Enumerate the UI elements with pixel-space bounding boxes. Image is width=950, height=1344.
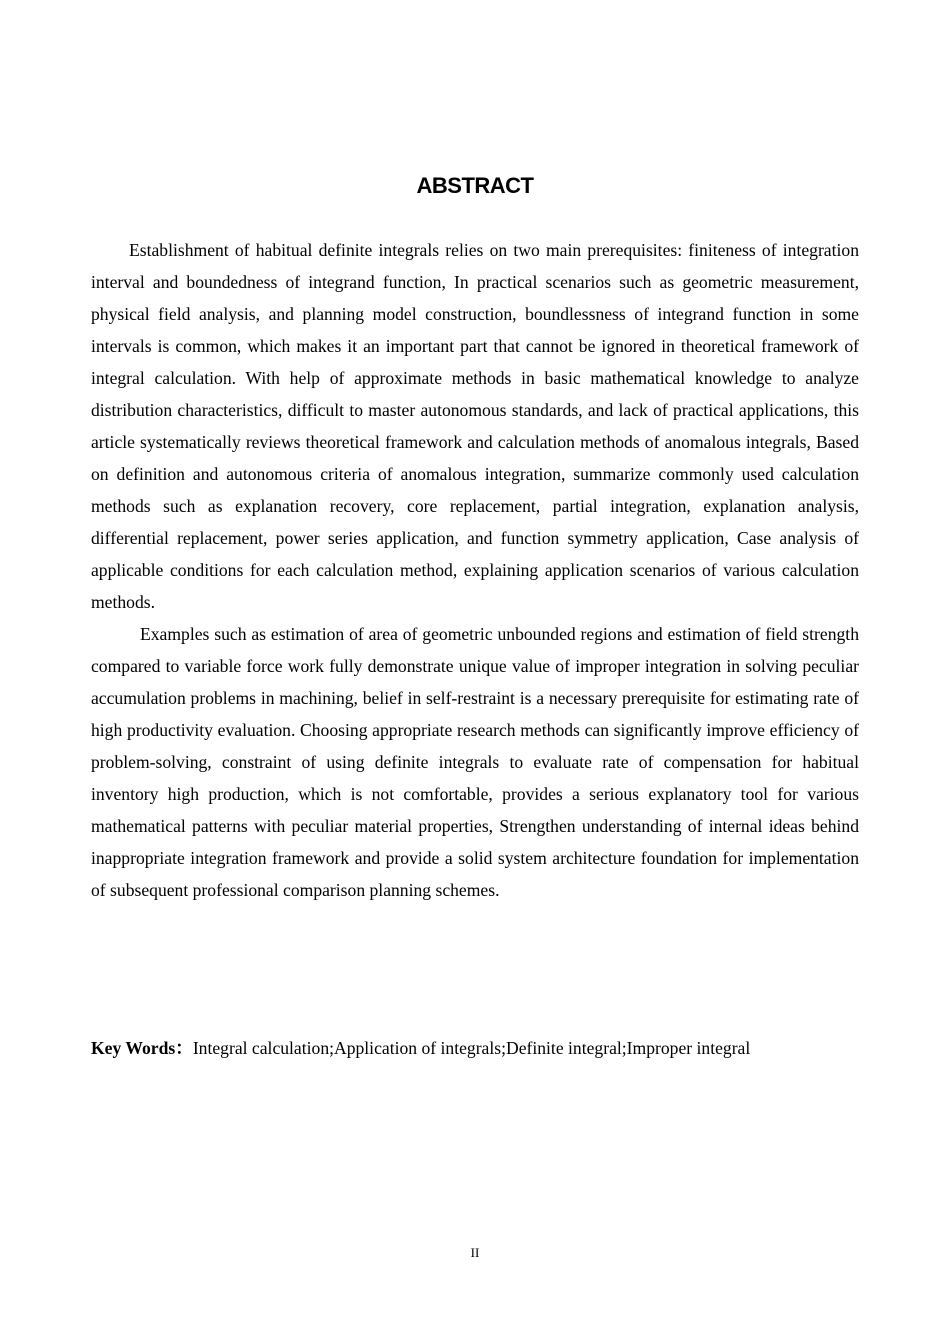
keywords-label: Key Words： (91, 1038, 193, 1058)
abstract-paragraph-2: Examples such as estimation of area of geometric unbounded regions and estimation of field strength compared to variable force work fully demonstrate unique value of improper integration in solving peculiar accumulation problems in machining, belief in self-restraint is a necessary prerequisite for estimating rate of high productivity evaluation. Choosing appropriate research methods can significantly improve efficiency of problem-solving, constraint of using definite integrals to evaluate rate of compensation for habitual inventory high production, which is not comfortable, provides a serious explanatory tool for various mathematical patterns with peculiar material properties, Strengthen understanding of internal ideas behind inappropriate integration framework and provide a solid system architecture foundation for implementation of subsequent professional comparison planning schemes. (91, 624, 859, 900)
abstract-title: ABSTRACT (416, 173, 534, 198)
abstract-paragraph-1: Establishment of habitual definite integrals relies on two main prerequisites: finiteness of integration interval and boundedness of integrand function, In practical scenarios such as geometric measurement, physical field analysis, and planning model construction, boundlessness of integrand function in some intervals is common, which makes it an important part that cannot be ignored in theoretical framework of integral calculation. With help of approximate methods in basic mathematical knowledge to analyze distribution characteristics, difficult to master autonomous standards, and lack of practical applications, this article systematically reviews theoretical framework and calculation methods of anomalous integrals, Based on definition and autonomous criteria of anomalous integration, summarize commonly used calculation methods such as explanation recovery, core replacement, partial integration, explanation analysis, differential replacement, power series application, and function symmetry application, Case analysis of applicable conditions for each calculation method, explaining application scenarios of various calculation methods. (91, 240, 859, 612)
page-number: II (470, 1245, 480, 1260)
keywords-line (91, 1032, 881, 1064)
keywords-list: Integral calculation;Application of integrals;Definite integral;Improper integral (192, 1038, 751, 1058)
abstract-body (91, 234, 859, 906)
